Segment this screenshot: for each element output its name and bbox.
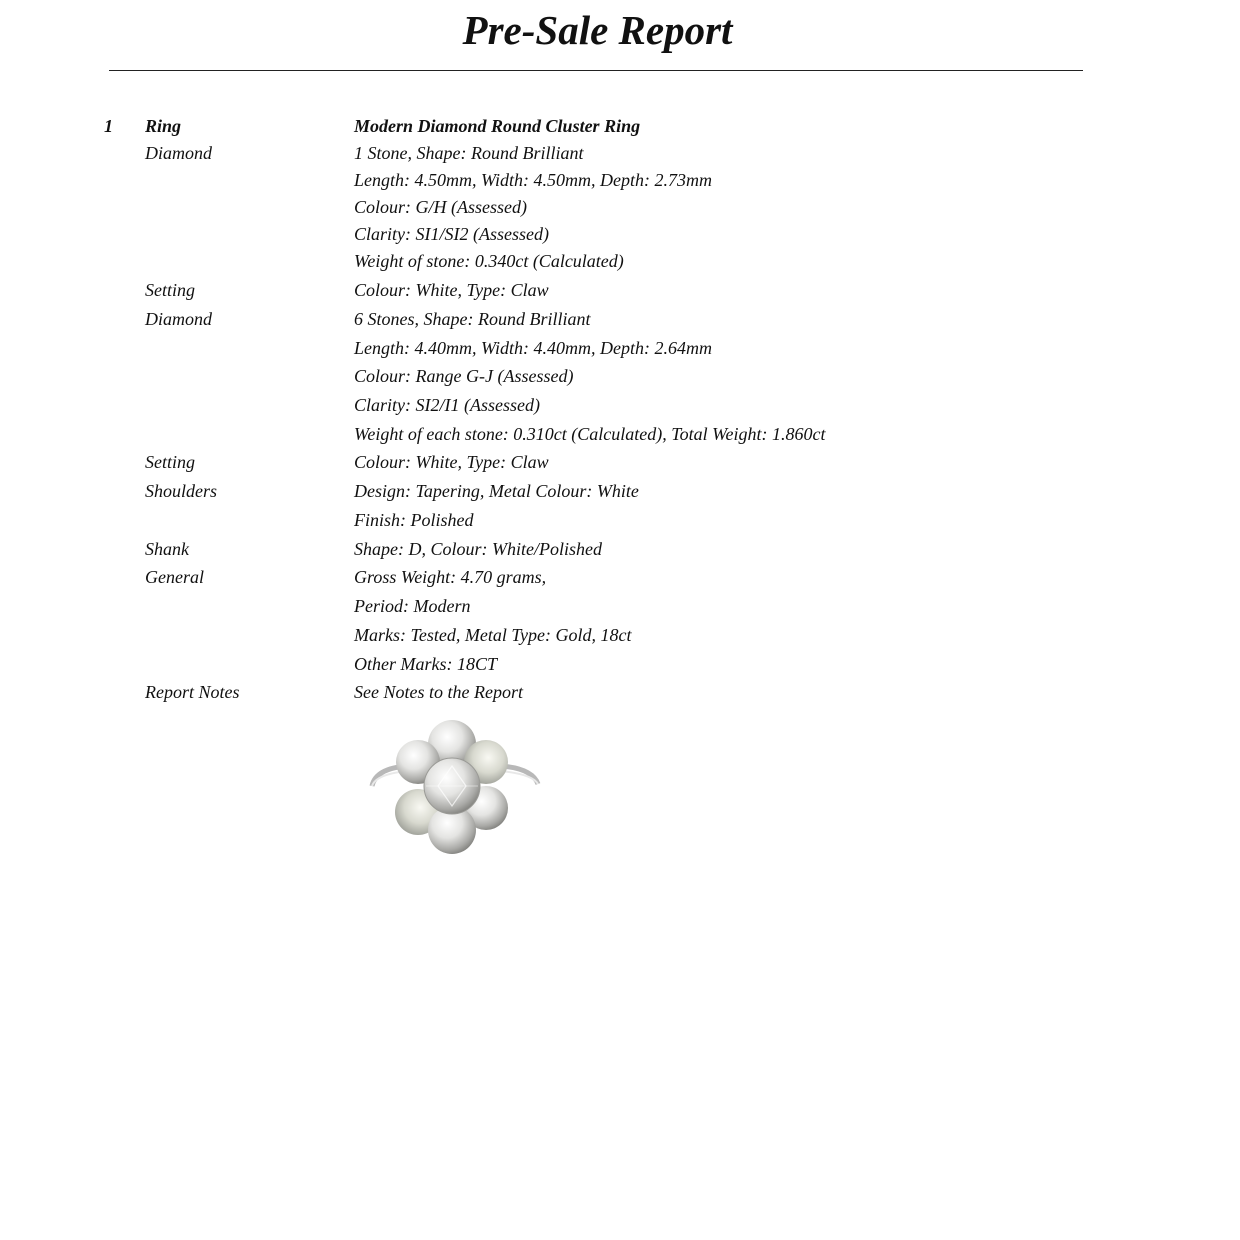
detail-value: Other Marks: 18CT [354,654,497,674]
detail-value: Weight of stone: 0.340ct (Calculated) [354,251,624,271]
ring-photo [356,716,556,866]
detail-label: Shank [145,539,189,559]
detail-label: Setting [145,280,195,300]
detail-label: General [145,567,204,587]
detail-value: Design: Tapering, Metal Colour: White [354,481,639,501]
detail-value: Colour: Range G-J (Assessed) [354,366,574,386]
detail-value: See Notes to the Report [354,682,523,702]
detail-label: Report Notes [145,682,240,702]
detail-label: Diamond [145,309,212,329]
detail-value: Gross Weight: 4.70 grams, [354,567,547,587]
detail-value: Finish: Polished [354,510,474,530]
lot-category: Ring [145,116,182,136]
detail-value: Length: 4.50mm, Width: 4.50mm, Depth: 2.73mm [354,170,712,190]
detail-value: Shape: D, Colour: White/Polished [354,539,602,559]
detail-label: Shoulders [145,481,217,501]
detail-value: Colour: White, Type: Claw [354,452,549,472]
detail-value: Marks: Tested, Metal Type: Gold, 18ct [354,625,632,645]
detail-value: Period: Modern [354,596,471,616]
lot-number: 1 [104,116,113,136]
detail-value: Colour: White, Type: Claw [354,280,549,300]
detail-value: 6 Stones, Shape: Round Brilliant [354,309,591,329]
detail-label: Setting [145,452,195,472]
detail-value: Clarity: SI1/SI2 (Assessed) [354,224,549,244]
detail-value: 1 Stone, Shape: Round Brilliant [354,143,584,163]
detail-value: Colour: G/H (Assessed) [354,197,527,217]
detail-label: Diamond [145,143,212,163]
detail-value: Weight of each stone: 0.310ct (Calculated), Total Weight: 1.860ct [354,424,826,444]
report-title: Pre-Sale Report [462,7,733,53]
lot-title: Modern Diamond Round Cluster Ring [354,116,641,136]
detail-value: Clarity: SI2/I1 (Assessed) [354,395,540,415]
detail-value: Length: 4.40mm, Width: 4.40mm, Depth: 2.64mm [354,338,712,358]
title-rule [109,70,1083,71]
